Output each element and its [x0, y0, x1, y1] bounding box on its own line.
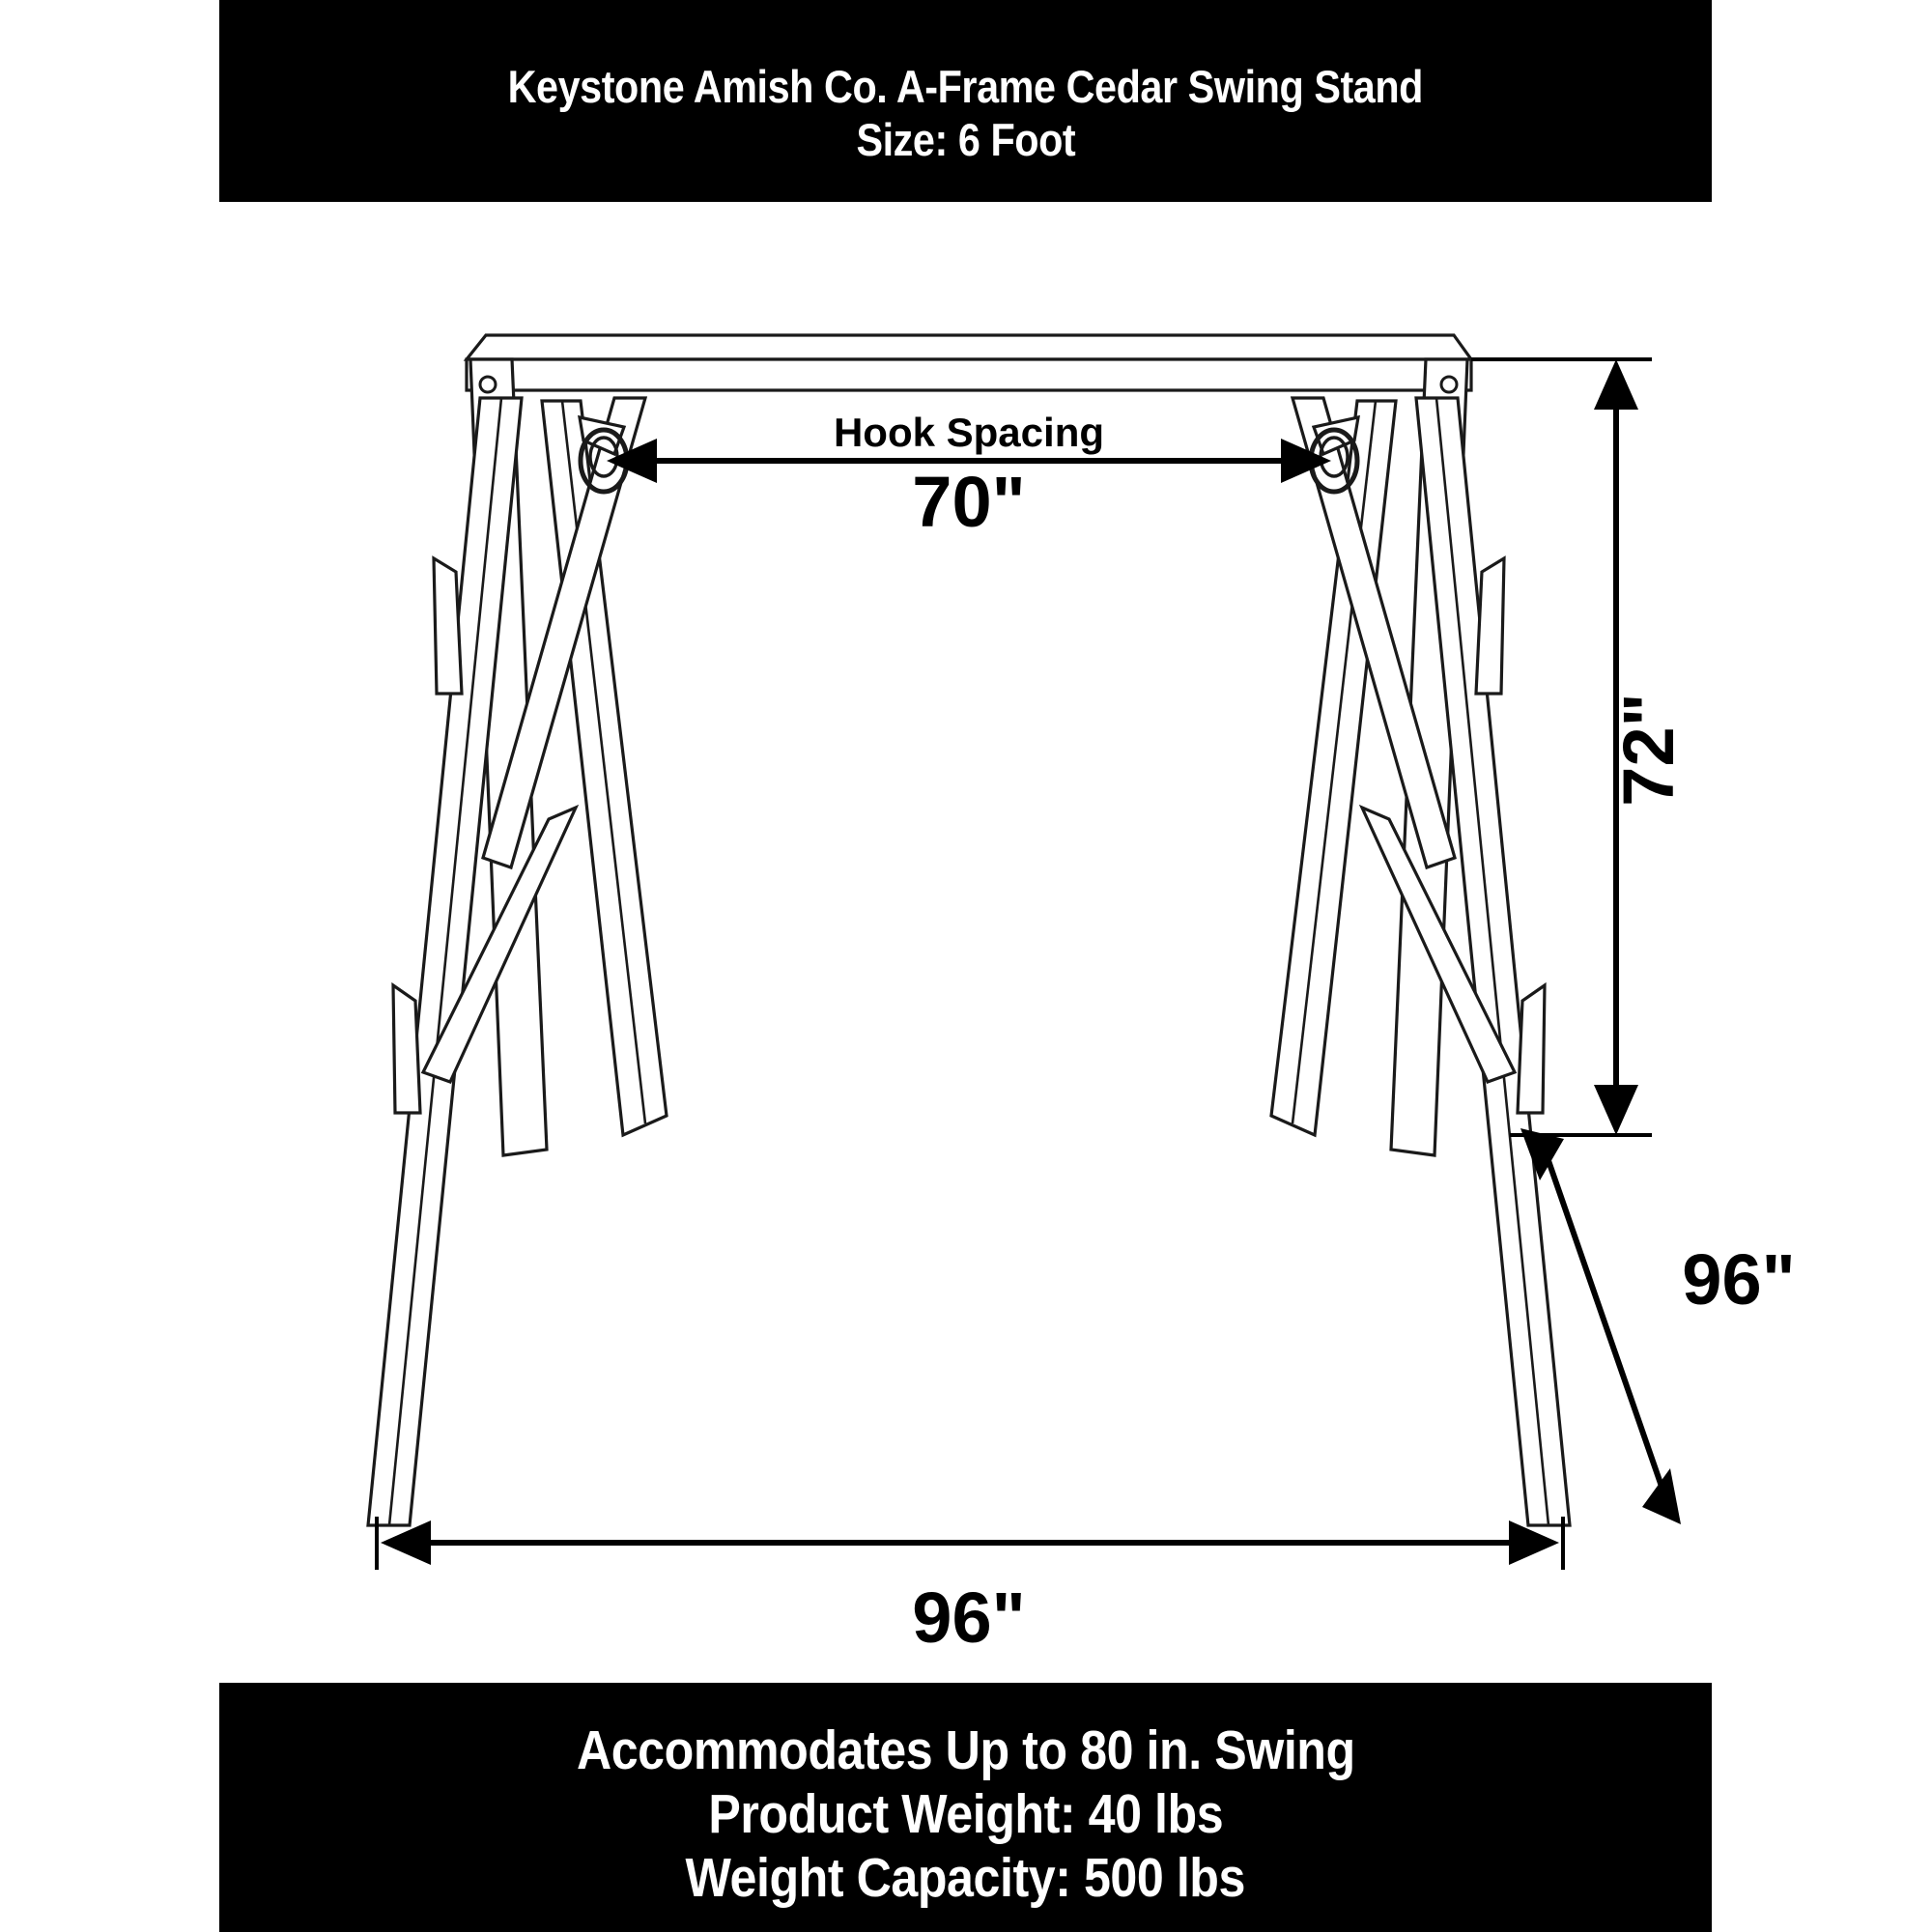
width-dimension	[377, 1517, 1563, 1570]
right-upper-side-cleat	[1476, 558, 1504, 694]
hook-spacing-value: 70"	[912, 462, 1026, 542]
hook-spacing-label: Hook Spacing	[833, 410, 1105, 455]
footer-banner	[219, 1683, 1712, 1932]
left-upper-side-cleat	[434, 558, 462, 694]
right-lower-side-cleat	[1518, 985, 1545, 1113]
leg-length-value: 96"	[1682, 1239, 1796, 1320]
product-title: Keystone Amish Co. A-Frame Cedar Swing Stand	[507, 60, 1424, 112]
product-size-label: Size: 6 Foot	[856, 113, 1075, 165]
left-lower-side-cleat	[393, 985, 420, 1113]
height-value: 72"	[1608, 693, 1689, 807]
accommodates-text: Accommodates Up to 80 in. Swing	[576, 1719, 1355, 1781]
weight-capacity-text: Weight Capacity: 500 lbs	[685, 1847, 1246, 1910]
product-weight-text: Product Weight: 40 lbs	[708, 1782, 1223, 1845]
top-beam	[467, 335, 1471, 390]
width-value: 96"	[912, 1577, 1026, 1658]
